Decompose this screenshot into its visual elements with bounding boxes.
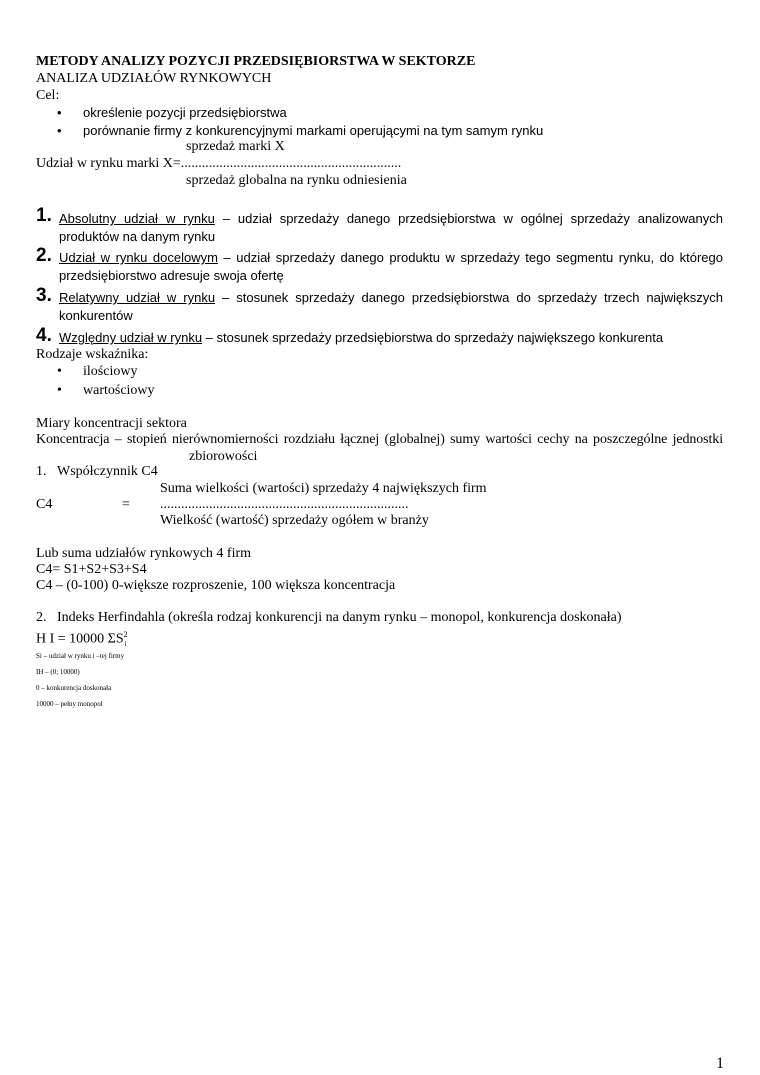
- formula1-numerator: sprzedaż marki X: [186, 139, 285, 154]
- note: 10000 – pełny monopol: [36, 700, 103, 708]
- item-term: Absolutny udział w rynku: [59, 211, 215, 226]
- numbered-item-2: [59, 249, 723, 285]
- koncentracja-continuation: zbiorowości: [189, 449, 258, 464]
- rodzaje-item-text: wartościowy: [83, 383, 155, 398]
- numbered-marker: 3.: [36, 285, 52, 306]
- c4-numerator: Suma wielkości (wartości) sprzedaży 4 największych firm: [160, 481, 487, 496]
- hhi-formula-sub: i: [124, 640, 127, 649]
- page-number: 1: [716, 1055, 724, 1072]
- c4-denominator: Wielkość (wartość) sprzedaży ogółem w branży: [160, 513, 429, 528]
- bullet-icon: •: [57, 383, 62, 398]
- numbered-item-3: [59, 289, 723, 325]
- item-definition: – stosunek sprzedaży danego przedsiębiorstwa do sprzedaży trzech największych konkurentów: [59, 290, 723, 323]
- c4-range: C4 – (0-100) 0-większe rozproszenie, 100 większa koncentracja: [36, 578, 396, 593]
- rodzaje-item-text: ilościowy: [83, 364, 138, 379]
- c4-sum: C4= S1+S2+S3+S4: [36, 562, 147, 577]
- miary-heading: Miary koncentracji sektora: [36, 416, 187, 431]
- cel-item-text: porównanie firmy z konkurencyjnymi markami operującymi na tym samym rynku: [83, 123, 544, 138]
- numbered-marker: 2.: [36, 245, 52, 266]
- cel-label: Cel:: [36, 88, 60, 103]
- c4-heading: 1. Współczynnik C4: [36, 464, 158, 479]
- hhi-formula-sup: 2: [123, 630, 128, 639]
- c4-label: C4: [36, 497, 53, 512]
- c4-equals: =: [122, 497, 130, 512]
- numbered-marker: 4.: [36, 325, 52, 346]
- note: IH – (0; 10000): [36, 668, 80, 676]
- numbered-marker: 1.: [36, 205, 52, 226]
- bullet-icon: •: [57, 105, 62, 120]
- section-subtitle: ANALIZA UDZIAŁÓW RYNKOWYCH: [36, 71, 272, 86]
- item-term: Udział w rynku docelowym: [59, 250, 218, 265]
- formula1-dots: ...............................................................: [180, 156, 402, 171]
- note: 0 – konkurencja doskonała: [36, 684, 112, 692]
- item-term: Względny udział w rynku: [59, 330, 203, 345]
- cel-item-text: określenie pozycji przedsiębiorstwa: [83, 105, 287, 120]
- c4-fraction-dots: .......................................................................: [160, 497, 409, 512]
- bullet-icon: •: [57, 123, 62, 138]
- koncentracja-definition: Koncentracja – stopień nierównomierności rozdziału łącznej (globalnej) sumy wartości cechy na poszczególne jednostki: [36, 432, 723, 447]
- hhi-formula-base: H I = 10000 ΣS: [36, 631, 124, 647]
- numbered-item-4: [59, 329, 723, 347]
- formula1-label: Udział w rynku marki X=: [36, 156, 181, 171]
- hhi-heading: 2. Indeks Herfindahla (określa rodzaj konkurencji na danym rynku – monopol, konkurencja doskonała): [36, 610, 622, 625]
- hhi-formula: [36, 627, 127, 653]
- note: Si – udział w rynku i –tej firmy: [36, 652, 125, 660]
- numbered-item-1: [59, 210, 723, 246]
- item-definition: – udział sprzedaży danego przedsiębiorstwa w ogólnej sprzedaży analizowanych produktów na danym rynku: [59, 211, 723, 244]
- formula1-denominator: sprzedaż globalna na rynku odniesienia: [186, 173, 407, 188]
- document-title: METODY ANALIZY POZYCJI PRZEDSIĘBIORSTWA W SEKTORZE: [36, 54, 476, 69]
- bullet-icon: •: [57, 364, 62, 379]
- item-definition: – udział sprzedaży danego produktu w sprzedaży tego segmentu rynku, do którego przedsiębiorstwo adresuje swoja ofertę: [59, 250, 723, 283]
- item-definition: – stosunek sprzedaży przedsiębiorstwa do sprzedaży największego konkurenta: [202, 330, 664, 345]
- formula1-line: [36, 156, 401, 173]
- item-term: Relatywny udział w rynku: [59, 290, 216, 305]
- lub-line: Lub suma udziałów rynkowych 4 firm: [36, 546, 252, 561]
- rodzaje-label: Rodzaje wskaźnika:: [36, 347, 149, 362]
